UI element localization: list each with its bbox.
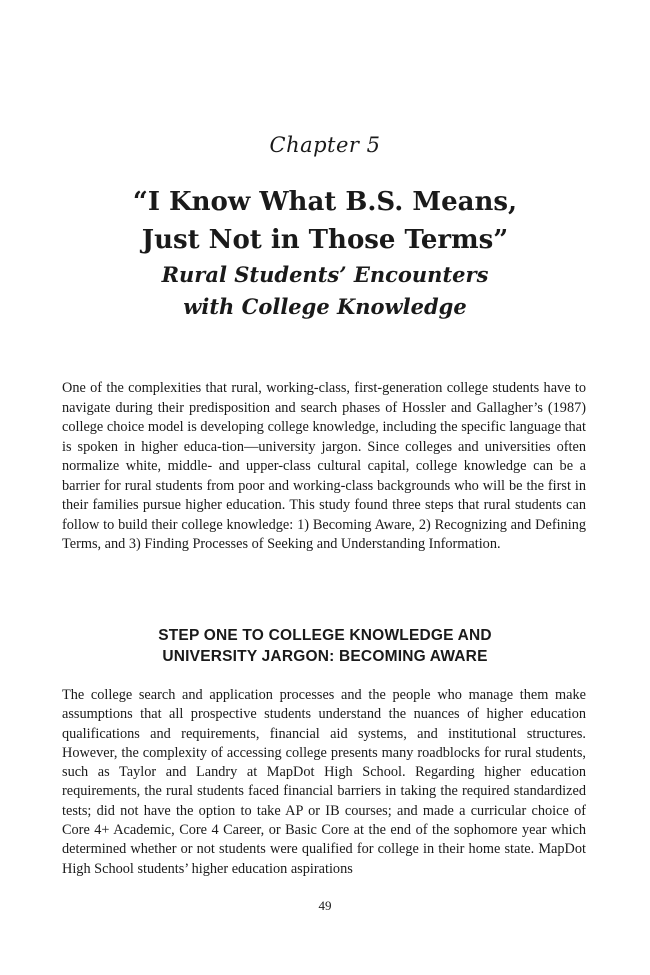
chapter-label: Chapter 5 — [269, 133, 381, 157]
chapter-title-line-2: Just Not in Those Terms” — [141, 225, 509, 255]
body-paragraph: The college search and application processes and the people who manage them make assumptions that all prospective students understand the nuances of higher education qualifications and requirements, financial aid systems, and institutional structures. However, the complexity of accessing college presents many roadblocks for rural students, such as Taylor and Landry at MapDot High School. Regarding higher education requirements, the rural students faced financial barriers in taking the required standardized tests; did not have the option to take AP or IB courses; and made a curricular choice of Core 4+ Academic, Core 4 Career, or Basic Core at the end of the sophomore year which determined whether or not students were qualified for college in their home state. MapDot High School students’ higher education aspirations — [62, 687, 586, 877]
chapter-title-line-1: “I Know What B.S. Means, — [132, 187, 518, 217]
section-heading-line-2: UNIVERSITY JARGON: BECOMING AWARE — [162, 648, 488, 665]
chapter-title — [0, 183, 650, 259]
chapter-subtitle-line-1: Rural Students’ Encounters — [161, 262, 489, 287]
page-number: 49 — [318, 898, 332, 913]
section-heading — [0, 625, 650, 667]
chapter-abstract: One of the complexities that rural, working-class, first-generation college students have to navigate during their predisposition and search phases of Hossler and Gallagher’s (1987) college choice model is developing college knowledge, including the specific language that is spoken in higher educa-tion—university jargon. Since colleges and universities often normalize white, middle- and upper-class cultural capital, college knowledge can be a barrier for rural students from poor and working-class backgrounds who will be the first in their families pursue higher education. This study found three steps that rural students can follow to build their college knowledge: 1) Becoming Aware, 2) Recognizing and Defining Terms, and 3) Finding Processes of Seeking and Understanding Information. — [62, 380, 586, 552]
chapter-subtitle-line-2: with College Knowledge — [183, 294, 467, 319]
section-heading-line-1: STEP ONE TO COLLEGE KNOWLEDGE AND — [158, 627, 492, 644]
chapter-subtitle — [0, 259, 650, 323]
